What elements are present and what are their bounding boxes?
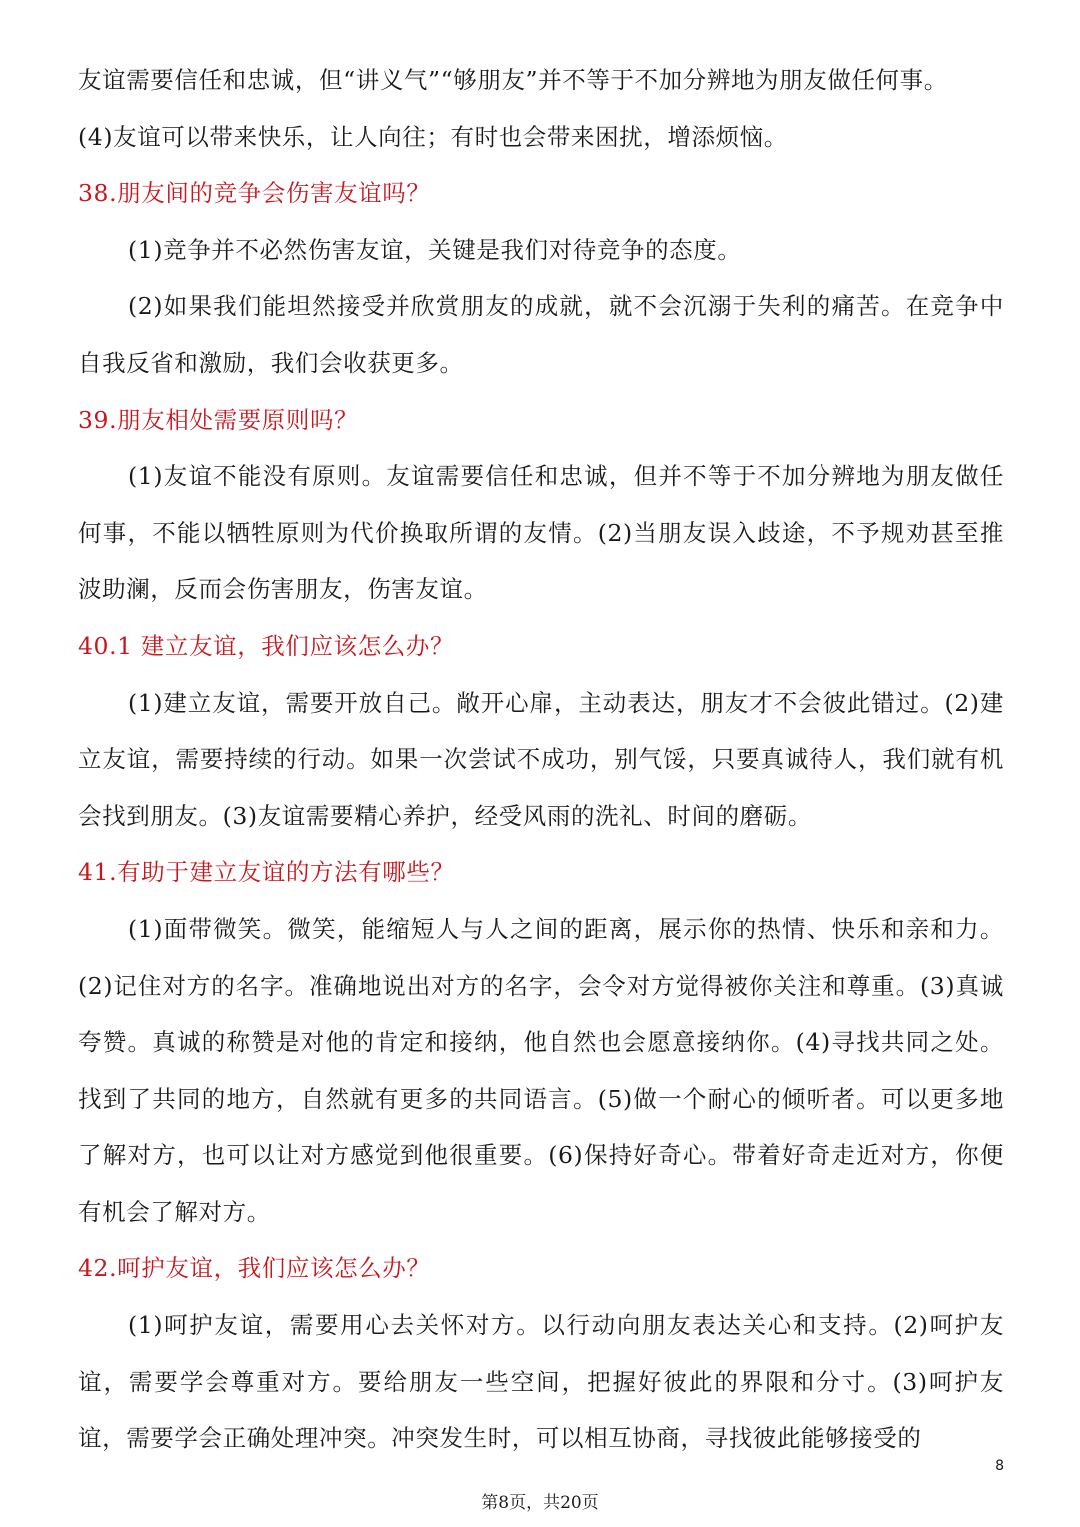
section-40-title: 40.1 建立友谊，我们应该怎么办？ bbox=[78, 631, 455, 660]
section-39-title: 39.朋友相处需要原则吗？ bbox=[78, 405, 359, 434]
section-38-paragraph-2: (2)如果我们能坦然接受并欣赏朋友的成就，就不会沉溺于失利的痛苦。在竞争中自我反省和激励，我们会收获更多。 bbox=[78, 292, 1004, 377]
section-39-paragraph-1: (1)友谊不能没有原则。友谊需要信任和忠诚，但并不等于不加分辨地为朋友做任何事，不能以牺牲原则为代价换取所谓的友情。(2)当朋友误入歧途，不予规劝甚至推波助澜，反而会伤害朋友，伤害友谊。 bbox=[78, 462, 1004, 604]
section-41-title: 41.有助于建立友谊的方法有哪些？ bbox=[78, 858, 455, 887]
intro-line-1: 友谊需要信任和忠诚，但“讲义气”“够朋友”并不等于不加分辨地为朋友做任何事。 bbox=[78, 66, 948, 94]
section-38-paragraph-1: (1)竞争并不必然伤害友谊，关键是我们对待竞争的态度。 bbox=[128, 235, 742, 264]
section-41-paragraph-1: (1)面带微笑。微笑，能缩短人与人之间的距离，展示你的热情、快乐和亲和力。(2)记住对方的名字。准确地说出对方的名字，会令对方觉得被你关注和尊重。(3)真诚夸赞。真诚的称赞是对他的肯定和接纳，他自然也会愿意接纳你。(4)寻找共同之处。找到了共同的地方，自然就有更多的共同语言。(5)做一个耐心的倾听者。可以更多地了解对方，也可以让对方感觉到他很重要。(6)保持好奇心。带着好奇走近对方，你便有机会了解对方。 bbox=[78, 914, 1004, 1226]
intro-line-2: (4)友谊可以带来快乐，让人向往；有时也会带来困扰，增添烦恼。 bbox=[78, 122, 788, 151]
section-40-paragraph-1: (1)建立友谊，需要开放自己。敞开心扉，主动表达，朋友才不会彼此错过。(2)建立友谊，需要持续的行动。如果一次尝试不成功，别气馁，只要真诚待人，我们就有机会找到朋友。(3)友谊需要精心养护，经受风雨的洗礼、时间的磨砺。 bbox=[78, 688, 1004, 830]
section-42-title: 42.呵护友谊，我们应该怎么办？ bbox=[78, 1254, 431, 1283]
page-number: 8 bbox=[995, 1458, 1004, 1474]
page-footer: 第8页，共20页 bbox=[481, 1493, 599, 1513]
section-38-title: 38.朋友间的竞争会伤害友谊吗？ bbox=[78, 179, 431, 208]
document-content bbox=[78, 52, 1004, 1467]
section-42-paragraph-1: (1)呵护友谊，需要用心去关怀对方。以行动向朋友表达关心和支持。(2)呵护友谊，需要学会尊重对方。要给朋友一些空间，把握好彼此的界限和分寸。(3)呵护友谊，需要学会正确处理冲突。冲突发生时，可以相互协商，寻找彼此能够接受的 bbox=[78, 1311, 1004, 1453]
